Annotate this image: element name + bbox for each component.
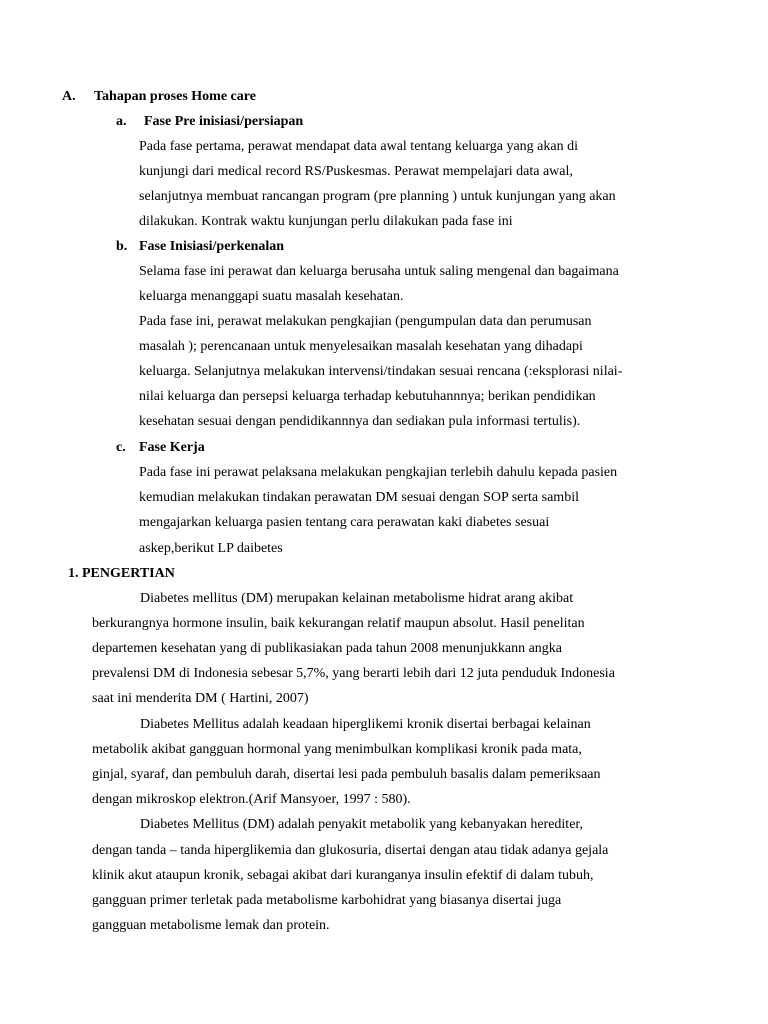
sub-b-line: keluarga. Selanjutnya melakukan intervensi/tindakan sesuai rencana (:eksplorasi nilai- [139,364,623,379]
sub-c-marker: c. [116,440,126,455]
section-1-heading: 1. PENGERTIAN [68,566,175,581]
sub-a-marker: a. [116,114,127,129]
sub-c-title: Fase Kerja [139,440,205,455]
section-a-marker: A. [62,89,76,104]
paragraph-line: departemen kesehatan yang di publikasiakan pada tahun 2008 menunjukkann angka [92,641,563,656]
sub-a-line: dilakukan. Kontrak waktu kunjungan perlu dilakukan pada fase ini [139,214,513,229]
sub-b-line: keluarga menanggapi suatu masalah kesehatan. [139,289,404,304]
sub-a-line: Pada fase pertama, perawat mendapat data awal tentang keluarga yang akan di [139,139,578,154]
sub-c-line: Pada fase ini perawat pelaksana melakukan pengkajian terlebih dahulu kepada pasien [139,465,618,480]
paragraph-line: dengan tanda – tanda hiperglikemia dan glukosuria, disertai dengan atau tidak adanya gejala [92,843,609,858]
paragraph-line: gangguan primer terletak pada metabolisme karbohidrat yang biasanya disertai juga [92,893,562,908]
sub-a-line: selanjutnya membuat rancangan program (pre planning ) untuk kunjungan yang akan [139,189,616,204]
sub-b-line: masalah ); perencanaan untuk menyelesaikan masalah kesehatan yang dihadapi [139,339,583,354]
sub-b-line: nilai keluarga dan persepsi keluarga terhadap kebutuhannnya; berikan pendidikan [139,389,596,404]
sub-b-line: Pada fase ini, perawat melakukan pengkajian (pengumpulan data dan perumusan [139,314,592,329]
paragraph-line: ginjal, syaraf, dan pembuluh darah, disertai lesi pada pembuluh basalis dalam pemeriksaan [92,767,601,782]
sub-a-title: Fase Pre inisiasi/persiapan [144,114,304,129]
sub-b-title: Fase Inisiasi/perkenalan [139,239,285,254]
section-a-title: Tahapan proses Home care [94,89,256,104]
paragraph-line: prevalensi DM di Indonesia sebesar 5,7%, yang berarti lebih dari 12 juta penduduk Indonesia [92,666,615,681]
paragraph-line: saat ini menderita DM ( Hartini, 2007) [92,691,309,706]
sub-c-line: kemudian melakukan tindakan perawatan DM sesuai dengan SOP serta sambil [139,490,579,505]
sub-b-line: kesehatan sesuai dengan pendidikannnya dan sediakan pula informasi tertulis). [139,414,581,429]
paragraph-line: metabolik akibat gangguan hormonal yang menimbulkan komplikasi kronik pada mata, [92,742,582,757]
sub-b-line: Selama fase ini perawat dan keluarga berusaha untuk saling mengenal dan bagaimana [139,264,619,279]
sub-c-line: askep,berikut LP daibetes [139,541,283,556]
paragraph-line: Diabetes Mellitus adalah keadaan hiperglikemi kronik disertai berbagai kelainan [140,717,591,732]
sub-b-marker: b. [116,239,128,254]
paragraph-line: Diabetes Mellitus (DM) adalah penyakit metabolik yang kebanyakan herediter, [140,817,584,832]
paragraph-line: dengan mikroskop elektron.(Arif Mansyoer, 1997 : 580). [92,792,411,807]
sub-a-line: kunjungi dari medical record RS/Puskesmas. Perawat mempelajari data awal, [139,164,573,179]
paragraph-line: berkurangnya hormone insulin, baik kekurangan relatif maupun absolut. Hasil penelitan [92,616,585,631]
paragraph-line: gangguan metabolisme lemak dan protein. [92,918,330,933]
paragraph-line: Diabetes mellitus (DM) merupakan kelainan metabolisme hidrat arang akibat [140,591,574,606]
paragraph-line: klinik akut ataupun kronik, sebagai akibat dari kuranganya insulin efektif di dalam tubuh, [92,868,594,883]
sub-c-line: mengajarkan keluarga pasien tentang cara perawatan kaki diabetes sesuai [139,515,550,530]
